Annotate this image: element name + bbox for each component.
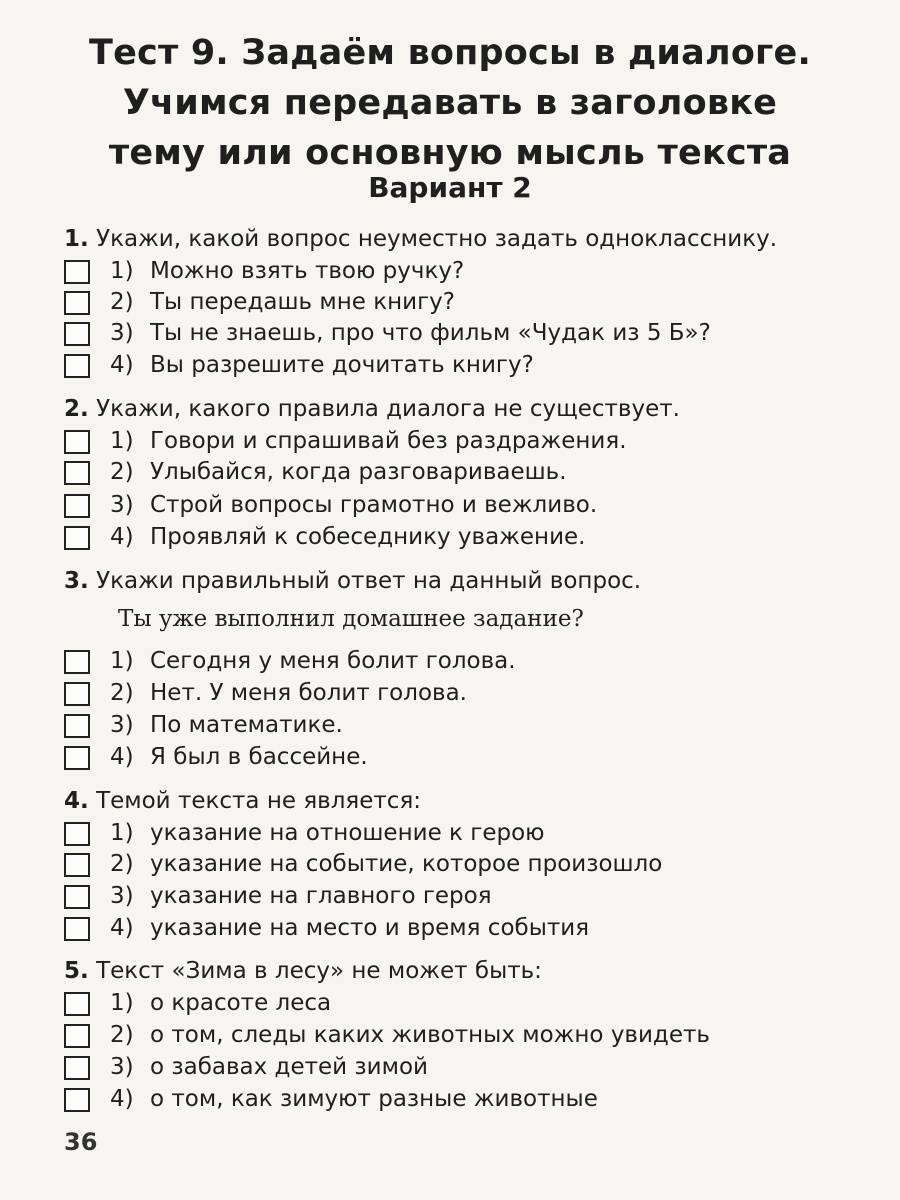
variant-heading: Вариант 2 [368,171,532,204]
option-text: По математике. [150,712,343,738]
option-text: Строй вопросы грамотно и вежливо. [150,492,598,518]
answer-checkbox[interactable] [64,992,90,1016]
option-text: указание на событие, которое произошло [150,851,663,877]
option-number: 4) [110,744,134,770]
option-number: 4) [110,1086,134,1112]
page-number: 36 [64,1128,98,1156]
answer-checkbox[interactable] [64,822,90,846]
answer-checkbox[interactable] [64,526,90,550]
option-text: указание на отношение к герою [150,820,545,846]
answer-checkbox[interactable] [64,291,90,315]
answer-checkbox[interactable] [64,322,90,346]
question-5 [64,956,542,987]
question-text: Укажи правильный ответ на данный вопрос. [96,568,642,594]
option-text: Проявляй к собеседнику уважение. [150,524,586,550]
question-number: 3. [64,568,89,594]
option-text: о том, как зимуют разные животные [150,1086,598,1112]
test-title [40,28,860,178]
option-text: Улыбайся, когда разговариваешь. [150,459,567,485]
question-text: Текст «Зима в лесу» не может быть: [96,958,542,984]
answer-checkbox[interactable] [64,494,90,518]
option-number: 2) [110,1022,134,1048]
answer-checkbox[interactable] [64,917,90,941]
answer-checkbox[interactable] [64,430,90,454]
option-number: 1) [110,428,134,454]
option-number: 2) [110,680,134,706]
answer-checkbox[interactable] [64,714,90,738]
option-number: 4) [110,352,134,378]
option-text: о забавах детей зимой [150,1054,428,1080]
answer-checkbox[interactable] [64,1056,90,1080]
option-number: 1) [110,648,134,674]
dialogue-question: Ты уже выполнил домашнее задание? [118,606,584,632]
option-text: Можно взять твою ручку? [150,258,465,284]
title-line: Тест 9. Задаём вопросы в диалоге. [89,33,811,73]
question-2 [64,394,680,425]
title-line: тему или основную мысль текста [108,133,792,173]
option-number: 3) [110,320,134,346]
question-number: 2. [64,396,89,422]
option-number: 4) [110,915,134,941]
option-text: Вы разрешите дочитать книгу? [150,352,534,378]
answer-checkbox[interactable] [64,260,90,284]
question-text: Укажи, какой вопрос неуместно задать однокласснику. [96,226,778,252]
answer-checkbox[interactable] [64,650,90,674]
question-4 [64,786,421,817]
option-text: указание на главного героя [150,883,492,909]
question-number: 4. [64,788,89,814]
answer-checkbox[interactable] [64,682,90,706]
option-text: Сегодня у меня болит голова. [150,648,516,674]
option-number: 2) [110,289,134,315]
question-1 [64,224,777,255]
option-text: Ты не знаешь, про что фильм «Чудак из 5 Б»? [150,320,711,346]
option-number: 1) [110,990,134,1016]
option-number: 2) [110,459,134,485]
option-text: Говори и спрашивай без раздражения. [150,428,627,454]
option-text: Ты передашь мне книгу? [150,289,455,315]
question-text: Темой текста не является: [96,788,422,814]
option-text: о красоте леса [150,990,332,1016]
answer-checkbox[interactable] [64,1024,90,1048]
option-number: 3) [110,492,134,518]
question-number: 5. [64,958,89,984]
answer-checkbox[interactable] [64,354,90,378]
title-line: Учимся передавать в заголовке [122,83,778,123]
question-number: 1. [64,226,89,252]
option-number: 1) [110,820,134,846]
question-3 [64,566,641,597]
option-number: 3) [110,712,134,738]
option-text: Я был в бассейне. [150,744,368,770]
answer-checkbox[interactable] [64,1088,90,1112]
answer-checkbox[interactable] [64,853,90,877]
answer-checkbox[interactable] [64,461,90,485]
option-number: 1) [110,258,134,284]
option-text: о том, следы каких животных можно увидеть [150,1022,710,1048]
answer-checkbox[interactable] [64,746,90,770]
option-text: указание на место и время события [150,915,590,941]
option-text: Нет. У меня болит голова. [150,680,467,706]
option-number: 3) [110,883,134,909]
option-number: 4) [110,524,134,550]
option-number: 2) [110,851,134,877]
answer-checkbox[interactable] [64,885,90,909]
question-text: Укажи, какого правила диалога не существует. [96,396,680,422]
option-number: 3) [110,1054,134,1080]
